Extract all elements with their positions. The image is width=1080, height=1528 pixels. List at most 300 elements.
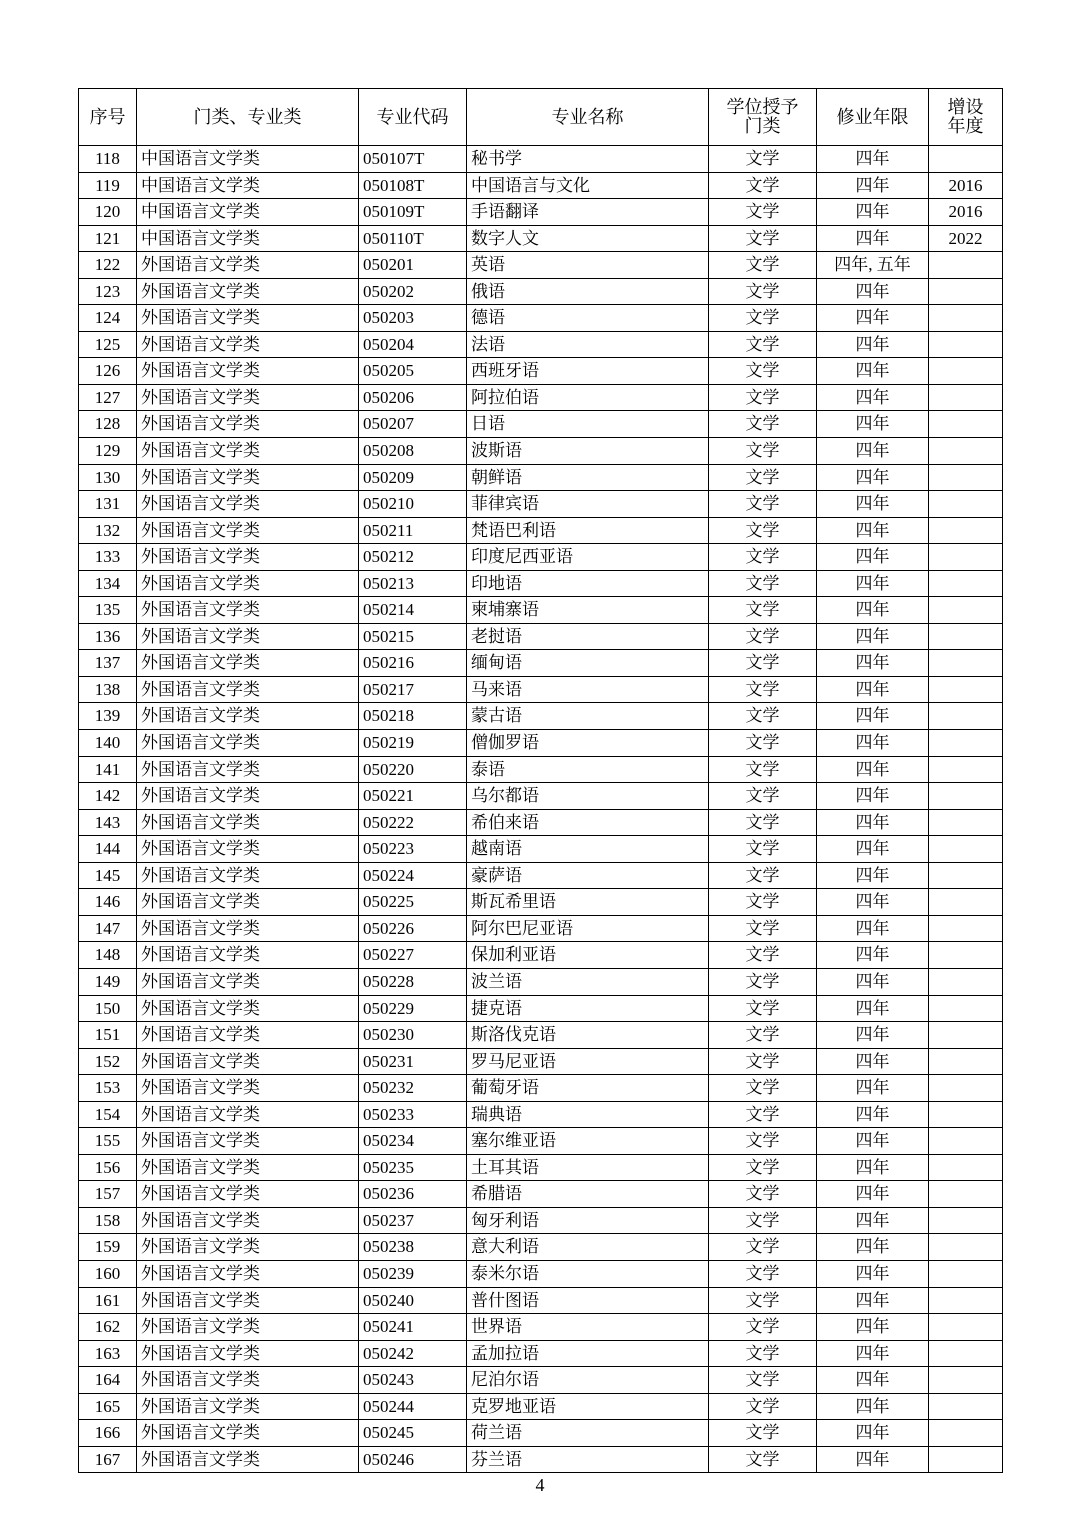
cell-category: 外国语言文学类 xyxy=(137,783,359,810)
cell-category: 外国语言文学类 xyxy=(137,676,359,703)
table-row xyxy=(79,411,1003,438)
cell-category: 外国语言文学类 xyxy=(137,597,359,624)
cell-name: 塞尔维亚语 xyxy=(467,1128,709,1155)
cell-seq: 132 xyxy=(79,517,137,544)
cell-added xyxy=(929,1260,1003,1287)
cell-seq: 146 xyxy=(79,889,137,916)
cell-degree: 文学 xyxy=(709,915,817,942)
cell-years: 四年 xyxy=(817,278,929,305)
cell-category: 外国语言文学类 xyxy=(137,889,359,916)
cell-seq: 135 xyxy=(79,597,137,624)
cell-degree: 文学 xyxy=(709,1314,817,1341)
cell-degree: 文学 xyxy=(709,1260,817,1287)
cell-name: 泰米尔语 xyxy=(467,1260,709,1287)
cell-category: 外国语言文学类 xyxy=(137,995,359,1022)
cell-years: 四年 xyxy=(817,730,929,757)
table-row xyxy=(79,862,1003,889)
header-added-line2: 年度 xyxy=(947,116,984,136)
cell-added xyxy=(929,915,1003,942)
cell-seq: 131 xyxy=(79,491,137,518)
cell-added xyxy=(929,411,1003,438)
cell-name: 芬兰语 xyxy=(467,1446,709,1473)
cell-category: 中国语言文学类 xyxy=(137,199,359,226)
cell-code: 050242 xyxy=(359,1340,467,1367)
cell-added xyxy=(929,1207,1003,1234)
cell-code: 050109T xyxy=(359,199,467,226)
table-row xyxy=(79,1393,1003,1420)
cell-years: 四年 xyxy=(817,1340,929,1367)
cell-seq: 152 xyxy=(79,1048,137,1075)
cell-code: 050215 xyxy=(359,623,467,650)
cell-years: 四年 xyxy=(817,836,929,863)
cell-degree: 文学 xyxy=(709,1101,817,1128)
header-seq: 序号 xyxy=(79,89,137,146)
cell-added xyxy=(929,809,1003,836)
cell-years: 四年 xyxy=(817,942,929,969)
cell-added xyxy=(929,836,1003,863)
cell-degree: 文学 xyxy=(709,305,817,332)
table-row xyxy=(79,1128,1003,1155)
cell-degree: 文学 xyxy=(709,278,817,305)
cell-name: 越南语 xyxy=(467,836,709,863)
cell-added xyxy=(929,1234,1003,1261)
cell-code: 050205 xyxy=(359,358,467,385)
cell-category: 外国语言文学类 xyxy=(137,1207,359,1234)
cell-name: 瑞典语 xyxy=(467,1101,709,1128)
cell-category: 外国语言文学类 xyxy=(137,809,359,836)
cell-code: 050225 xyxy=(359,889,467,916)
cell-category: 外国语言文学类 xyxy=(137,942,359,969)
cell-added xyxy=(929,1101,1003,1128)
cell-seq: 158 xyxy=(79,1207,137,1234)
cell-degree: 文学 xyxy=(709,1128,817,1155)
header-code: 专业代码 xyxy=(359,89,467,146)
cell-added xyxy=(929,1181,1003,1208)
cell-added xyxy=(929,1048,1003,1075)
table-row xyxy=(79,464,1003,491)
cell-category: 外国语言文学类 xyxy=(137,331,359,358)
cell-category: 外国语言文学类 xyxy=(137,1075,359,1102)
cell-code: 050227 xyxy=(359,942,467,969)
cell-degree: 文学 xyxy=(709,331,817,358)
cell-category: 外国语言文学类 xyxy=(137,862,359,889)
cell-degree: 文学 xyxy=(709,252,817,279)
cell-years: 四年 xyxy=(817,1022,929,1049)
cell-seq: 156 xyxy=(79,1154,137,1181)
cell-name: 保加利亚语 xyxy=(467,942,709,969)
cell-years: 四年 xyxy=(817,1367,929,1394)
cell-degree: 文学 xyxy=(709,146,817,173)
cell-name: 乌尔都语 xyxy=(467,783,709,810)
table-row xyxy=(79,597,1003,624)
table-row xyxy=(79,650,1003,677)
cell-code: 050201 xyxy=(359,252,467,279)
cell-seq: 161 xyxy=(79,1287,137,1314)
cell-years: 四年 xyxy=(817,146,929,173)
cell-added xyxy=(929,650,1003,677)
header-added-line1: 增设 xyxy=(947,97,984,118)
cell-years: 四年 xyxy=(817,411,929,438)
table-row xyxy=(79,172,1003,199)
cell-years: 四年 xyxy=(817,1393,929,1420)
table-row xyxy=(79,809,1003,836)
cell-category: 外国语言文学类 xyxy=(137,1234,359,1261)
header-degree-line2: 门类 xyxy=(744,116,781,136)
cell-years: 四年 xyxy=(817,305,929,332)
cell-seq: 153 xyxy=(79,1075,137,1102)
cell-seq: 164 xyxy=(79,1367,137,1394)
cell-seq: 155 xyxy=(79,1128,137,1155)
cell-category: 外国语言文学类 xyxy=(137,305,359,332)
table-row xyxy=(79,491,1003,518)
cell-seq: 140 xyxy=(79,730,137,757)
cell-code: 050239 xyxy=(359,1260,467,1287)
cell-years: 四年 xyxy=(817,331,929,358)
cell-added xyxy=(929,146,1003,173)
cell-degree: 文学 xyxy=(709,1075,817,1102)
cell-degree: 文学 xyxy=(709,517,817,544)
table-row xyxy=(79,915,1003,942)
cell-name: 意大利语 xyxy=(467,1234,709,1261)
table-row xyxy=(79,703,1003,730)
majors-table xyxy=(78,88,1003,1473)
table-row xyxy=(79,1260,1003,1287)
cell-category: 外国语言文学类 xyxy=(137,544,359,571)
cell-name: 荷兰语 xyxy=(467,1420,709,1447)
cell-category: 外国语言文学类 xyxy=(137,438,359,465)
cell-degree: 文学 xyxy=(709,1393,817,1420)
table-row xyxy=(79,225,1003,252)
cell-code: 050214 xyxy=(359,597,467,624)
cell-seq: 157 xyxy=(79,1181,137,1208)
table-header-row xyxy=(79,89,1003,146)
table-row xyxy=(79,1367,1003,1394)
header-degree-line1: 学位授予 xyxy=(726,97,799,118)
table-row xyxy=(79,278,1003,305)
cell-seq: 136 xyxy=(79,623,137,650)
cell-name: 波兰语 xyxy=(467,968,709,995)
cell-code: 050229 xyxy=(359,995,467,1022)
cell-years: 四年 xyxy=(817,1260,929,1287)
cell-degree: 文学 xyxy=(709,862,817,889)
cell-added xyxy=(929,942,1003,969)
cell-seq: 145 xyxy=(79,862,137,889)
cell-years: 四年 xyxy=(817,199,929,226)
cell-seq: 137 xyxy=(79,650,137,677)
table-row xyxy=(79,783,1003,810)
table-row xyxy=(79,358,1003,385)
cell-name: 斯洛伐克语 xyxy=(467,1022,709,1049)
cell-category: 外国语言文学类 xyxy=(137,1260,359,1287)
header-category: 门类、专业类 xyxy=(137,89,359,146)
cell-name: 英语 xyxy=(467,252,709,279)
cell-name: 孟加拉语 xyxy=(467,1340,709,1367)
cell-name: 豪萨语 xyxy=(467,862,709,889)
cell-category: 外国语言文学类 xyxy=(137,1314,359,1341)
cell-seq: 150 xyxy=(79,995,137,1022)
table-row xyxy=(79,836,1003,863)
cell-code: 050245 xyxy=(359,1420,467,1447)
table-row xyxy=(79,1154,1003,1181)
cell-degree: 文学 xyxy=(709,1207,817,1234)
cell-name: 西班牙语 xyxy=(467,358,709,385)
table-row xyxy=(79,889,1003,916)
table-row xyxy=(79,252,1003,279)
cell-seq: 160 xyxy=(79,1260,137,1287)
cell-added xyxy=(929,862,1003,889)
cell-category: 外国语言文学类 xyxy=(137,1393,359,1420)
cell-added: 2016 xyxy=(929,172,1003,199)
cell-seq: 130 xyxy=(79,464,137,491)
cell-degree: 文学 xyxy=(709,676,817,703)
cell-name: 菲律宾语 xyxy=(467,491,709,518)
table-row xyxy=(79,1048,1003,1075)
cell-years: 四年 xyxy=(817,384,929,411)
cell-name: 希伯来语 xyxy=(467,809,709,836)
cell-degree: 文学 xyxy=(709,544,817,571)
header-name: 专业名称 xyxy=(467,89,709,146)
cell-degree: 文学 xyxy=(709,199,817,226)
cell-degree: 文学 xyxy=(709,491,817,518)
cell-added xyxy=(929,1075,1003,1102)
cell-years: 四年 xyxy=(817,1420,929,1447)
cell-added xyxy=(929,252,1003,279)
cell-added xyxy=(929,491,1003,518)
table-row xyxy=(79,199,1003,226)
table-row xyxy=(79,1234,1003,1261)
cell-years: 四年 xyxy=(817,1207,929,1234)
cell-name: 柬埔寨语 xyxy=(467,597,709,624)
table-row xyxy=(79,676,1003,703)
cell-years: 四年 xyxy=(817,1154,929,1181)
cell-added xyxy=(929,1314,1003,1341)
cell-code: 050236 xyxy=(359,1181,467,1208)
cell-degree: 文学 xyxy=(709,756,817,783)
cell-added xyxy=(929,756,1003,783)
cell-degree: 文学 xyxy=(709,1287,817,1314)
cell-added xyxy=(929,1393,1003,1420)
cell-code: 050234 xyxy=(359,1128,467,1155)
cell-category: 外国语言文学类 xyxy=(137,358,359,385)
cell-code: 050237 xyxy=(359,1207,467,1234)
cell-degree: 文学 xyxy=(709,783,817,810)
cell-name: 世界语 xyxy=(467,1314,709,1341)
table-row xyxy=(79,1287,1003,1314)
cell-degree: 文学 xyxy=(709,1048,817,1075)
cell-seq: 120 xyxy=(79,199,137,226)
cell-seq: 133 xyxy=(79,544,137,571)
cell-added xyxy=(929,1420,1003,1447)
cell-years: 四年 xyxy=(817,623,929,650)
cell-code: 050223 xyxy=(359,836,467,863)
cell-name: 印度尼西亚语 xyxy=(467,544,709,571)
cell-added xyxy=(929,384,1003,411)
cell-years: 四年 xyxy=(817,1287,929,1314)
cell-category: 外国语言文学类 xyxy=(137,623,359,650)
table-row xyxy=(79,1022,1003,1049)
table-row xyxy=(79,1101,1003,1128)
cell-degree: 文学 xyxy=(709,570,817,597)
cell-category: 外国语言文学类 xyxy=(137,1287,359,1314)
cell-degree: 文学 xyxy=(709,623,817,650)
cell-years: 四年 xyxy=(817,915,929,942)
cell-years: 四年 xyxy=(817,464,929,491)
cell-degree: 文学 xyxy=(709,836,817,863)
cell-years: 四年 xyxy=(817,1048,929,1075)
cell-category: 外国语言文学类 xyxy=(137,1340,359,1367)
cell-category: 外国语言文学类 xyxy=(137,1022,359,1049)
cell-years: 四年 xyxy=(817,889,929,916)
cell-name: 捷克语 xyxy=(467,995,709,1022)
page-number: 4 xyxy=(535,1475,545,1495)
table-row xyxy=(79,1207,1003,1234)
cell-degree: 文学 xyxy=(709,995,817,1022)
cell-added xyxy=(929,278,1003,305)
cell-years: 四年, 五年 xyxy=(817,252,929,279)
cell-degree: 文学 xyxy=(709,942,817,969)
cell-code: 050240 xyxy=(359,1287,467,1314)
cell-category: 中国语言文学类 xyxy=(137,225,359,252)
table-row xyxy=(79,1075,1003,1102)
cell-seq: 123 xyxy=(79,278,137,305)
cell-seq: 121 xyxy=(79,225,137,252)
cell-seq: 134 xyxy=(79,570,137,597)
cell-seq: 159 xyxy=(79,1234,137,1261)
table-row xyxy=(79,146,1003,173)
cell-code: 050108T xyxy=(359,172,467,199)
cell-degree: 文学 xyxy=(709,1181,817,1208)
cell-added xyxy=(929,889,1003,916)
cell-added xyxy=(929,331,1003,358)
cell-category: 外国语言文学类 xyxy=(137,411,359,438)
cell-added xyxy=(929,464,1003,491)
cell-category: 外国语言文学类 xyxy=(137,1128,359,1155)
cell-category: 外国语言文学类 xyxy=(137,1048,359,1075)
cell-name: 日语 xyxy=(467,411,709,438)
cell-code: 050233 xyxy=(359,1101,467,1128)
cell-name: 泰语 xyxy=(467,756,709,783)
cell-name: 蒙古语 xyxy=(467,703,709,730)
cell-seq: 148 xyxy=(79,942,137,969)
cell-category: 外国语言文学类 xyxy=(137,1367,359,1394)
cell-name: 缅甸语 xyxy=(467,650,709,677)
cell-seq: 163 xyxy=(79,1340,137,1367)
cell-code: 050202 xyxy=(359,278,467,305)
cell-code: 050207 xyxy=(359,411,467,438)
cell-degree: 文学 xyxy=(709,597,817,624)
cell-name: 波斯语 xyxy=(467,438,709,465)
cell-years: 四年 xyxy=(817,783,929,810)
cell-code: 050222 xyxy=(359,809,467,836)
cell-years: 四年 xyxy=(817,438,929,465)
cell-years: 四年 xyxy=(817,225,929,252)
cell-name: 匈牙利语 xyxy=(467,1207,709,1234)
cell-name: 僧伽罗语 xyxy=(467,730,709,757)
table-row xyxy=(79,968,1003,995)
header-degree xyxy=(709,89,817,146)
cell-name: 法语 xyxy=(467,331,709,358)
cell-name: 老挝语 xyxy=(467,623,709,650)
cell-category: 外国语言文学类 xyxy=(137,915,359,942)
cell-name: 俄语 xyxy=(467,278,709,305)
cell-code: 050107T xyxy=(359,146,467,173)
cell-category: 外国语言文学类 xyxy=(137,730,359,757)
table-row xyxy=(79,331,1003,358)
cell-category: 外国语言文学类 xyxy=(137,1446,359,1473)
cell-category: 外国语言文学类 xyxy=(137,252,359,279)
table-row xyxy=(79,942,1003,969)
cell-name: 尼泊尔语 xyxy=(467,1367,709,1394)
table-header xyxy=(79,89,1003,146)
cell-years: 四年 xyxy=(817,703,929,730)
cell-years: 四年 xyxy=(817,676,929,703)
table-row xyxy=(79,1446,1003,1473)
cell-added xyxy=(929,623,1003,650)
cell-code: 050204 xyxy=(359,331,467,358)
cell-added xyxy=(929,783,1003,810)
table-row xyxy=(79,570,1003,597)
table-body xyxy=(79,146,1003,1473)
cell-code: 050206 xyxy=(359,384,467,411)
cell-seq: 144 xyxy=(79,836,137,863)
cell-years: 四年 xyxy=(817,1101,929,1128)
cell-code: 050230 xyxy=(359,1022,467,1049)
cell-years: 四年 xyxy=(817,968,929,995)
cell-name: 数字人文 xyxy=(467,225,709,252)
header-added xyxy=(929,89,1003,146)
cell-category: 外国语言文学类 xyxy=(137,1181,359,1208)
cell-category: 外国语言文学类 xyxy=(137,1420,359,1447)
cell-category: 外国语言文学类 xyxy=(137,650,359,677)
cell-category: 外国语言文学类 xyxy=(137,836,359,863)
cell-degree: 文学 xyxy=(709,1446,817,1473)
cell-name: 梵语巴利语 xyxy=(467,517,709,544)
cell-code: 050226 xyxy=(359,915,467,942)
cell-degree: 文学 xyxy=(709,225,817,252)
cell-degree: 文学 xyxy=(709,1420,817,1447)
cell-years: 四年 xyxy=(817,570,929,597)
cell-added xyxy=(929,1287,1003,1314)
cell-degree: 文学 xyxy=(709,438,817,465)
cell-degree: 文学 xyxy=(709,650,817,677)
cell-years: 四年 xyxy=(817,1075,929,1102)
cell-name: 土耳其语 xyxy=(467,1154,709,1181)
cell-code: 050238 xyxy=(359,1234,467,1261)
cell-category: 外国语言文学类 xyxy=(137,491,359,518)
table-row xyxy=(79,1314,1003,1341)
cell-name: 希腊语 xyxy=(467,1181,709,1208)
cell-seq: 167 xyxy=(79,1446,137,1473)
cell-added xyxy=(929,1022,1003,1049)
cell-seq: 165 xyxy=(79,1393,137,1420)
cell-code: 050228 xyxy=(359,968,467,995)
cell-degree: 文学 xyxy=(709,968,817,995)
table-row xyxy=(79,623,1003,650)
cell-added xyxy=(929,358,1003,385)
cell-seq: 127 xyxy=(79,384,137,411)
cell-code: 050217 xyxy=(359,676,467,703)
cell-years: 四年 xyxy=(817,862,929,889)
table-row xyxy=(79,730,1003,757)
cell-added xyxy=(929,544,1003,571)
cell-name: 秘书学 xyxy=(467,146,709,173)
cell-code: 050246 xyxy=(359,1446,467,1473)
cell-degree: 文学 xyxy=(709,1154,817,1181)
cell-name: 葡萄牙语 xyxy=(467,1075,709,1102)
cell-name: 朝鲜语 xyxy=(467,464,709,491)
cell-category: 外国语言文学类 xyxy=(137,1101,359,1128)
cell-name: 阿拉伯语 xyxy=(467,384,709,411)
